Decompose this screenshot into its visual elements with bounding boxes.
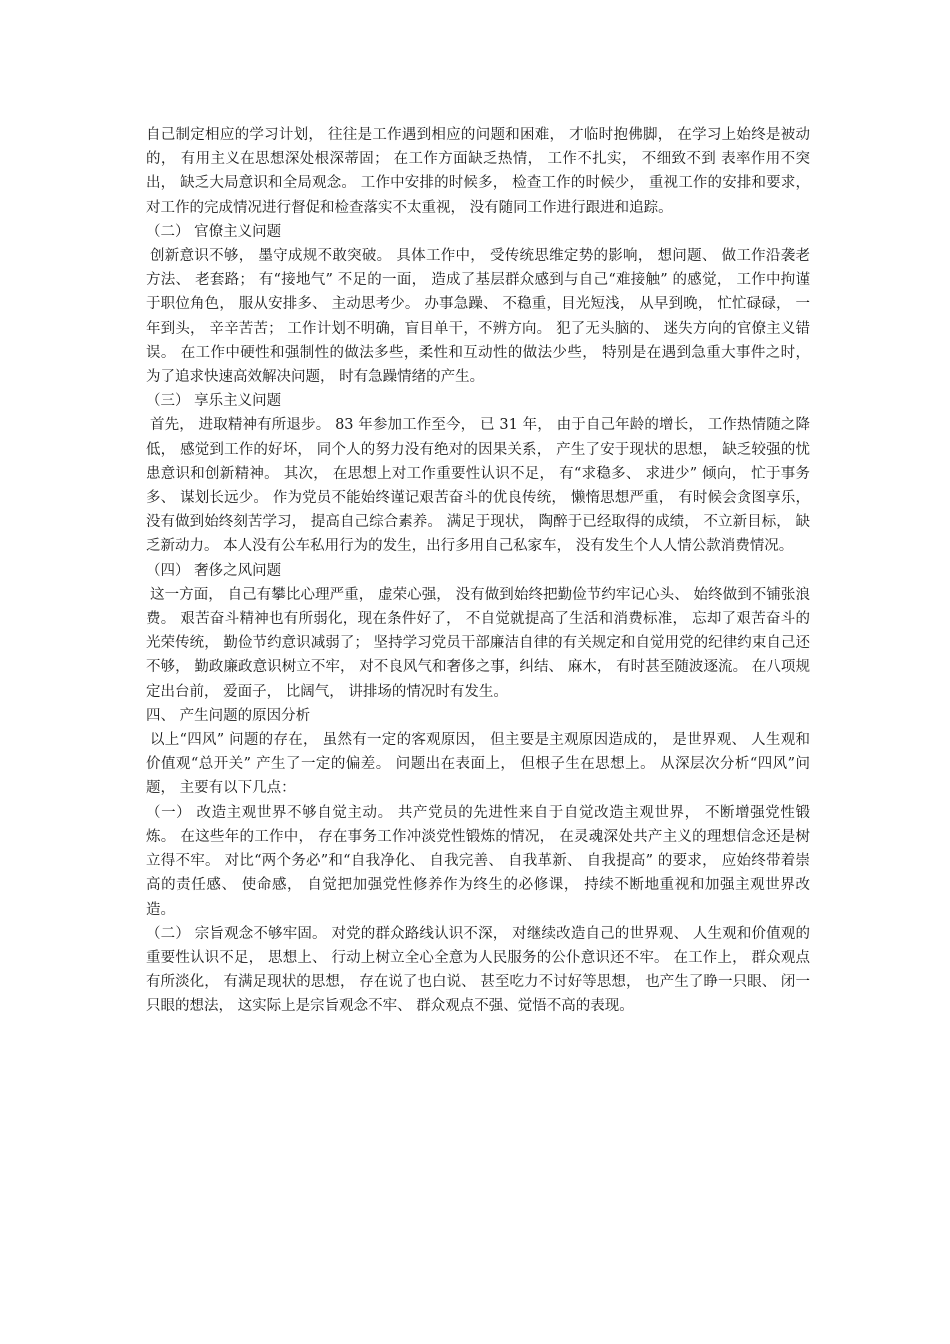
heading-extravagance: （四） 奢侈之风问题 [146,562,282,579]
heading-bureaucracy: （二） 官僚主义问题 [146,223,282,240]
paragraph-cause-intro: 以上“四风” 问题的存在， 虽然有一定的客观原因， 但主要是主观原因造成的， 是世界观、 人生观和价值观“总开关” 产生了一定的偏差。 问题出在表面上， 但根子生在思想上。 从深层次分析“四风”问题， 主要有以下几点： [146,732,810,797]
paragraph-hedonism: 首先， 进取精神有所退步。 83 年参加工作至今， 已 31 年， 由于自己年龄的增长， 工作热情随之降低， 感觉到工作的好坏， 同个人的努力没有绝对的因果关系， 产生了安于现状的思想， 缺乏较强的忧患意识和创新精神。 其次， 在思想上对工作重要性认识不足， 有“求稳多、 求进少” 倾向， 忙于事务多、 谋划长远少。 作为党员不能始终谨记艰苦奋斗的优良传统， 懒惰思想严重， 有时候会贪图享乐， 没有做到始终刻苦学习， 提高自己综合素养。 满足于现状， 陶醉于已经取得的成绩， 不立新目标， 缺乏新动力。 本人没有公车私用行为的发生，出行多用自己私家车， 没有发生个人人情公款消费情况。 [146,417,810,555]
heading-hedonism: （三） 享乐主义问题 [146,393,282,410]
paragraph-cause-two: （二） 宗旨观念不够牢固。 对党的群众路线认识不深， 对继续改造自己的世界观、 人生观和价值观的重要性认识不足， 思想上、 行动上树立全心全意为人民服务的公仆意识还不牢。 在工作上， 群众观点有所淡化， 有满足现状的思想， 存在说了也白说、 甚至吃力不讨好等思想， 也产生了睁一只眼、 闭一只眼的想法， 这实际上是宗旨观念不牢、 群众观点不强、觉悟不高的表现。 [146,925,810,1015]
paragraph-bureaucracy: 创新意识不够， 墨守成规不敢突破。 具体工作中， 受传统思维定势的影响， 想问题、 做工作沿袭老方法、 老套路； 有“接地气” 不足的一面， 造成了基层群众感到与自己“难接触” 的感觉， 工作中拘谨于职位角色， 服从安排多、 主动思考少。 办事急躁、 不稳重，目光短浅， 从早到晚， 忙忙碌碌， 一年到头， 辛辛苦苦； 工作计划不明确，盲目单干，不辨方向。 犯了无头脑的、 迷失方向的官僚主义错误。 在工作中硬性和强制性的做法多些，柔性和互动性的做法少些， 特别是在遇到急重大事件之时， 为了追求快速高效解决问题， 时有急躁情绪的产生。 [146,248,810,386]
document-page [146,123,810,1019]
paragraph-cause-one: （一） 改造主观世界不够自觉主动。 共产党员的先进性来自于自觉改造主观世界， 不断增强党性锻炼。 在这些年的工作中， 存在事务工作冲淡党性锻炼的情况， 在灵魂深处共产主义的理想信念还是树立得不牢。 对比“两个务必”和“自我净化、 自我完善、 自我革新、 自我提高” 的要求， 应始终带着崇高的责任感、 使命感， 自觉把加强党性修养作为终生的必修课， 持续不断地重视和加强主观世界改造。 [146,804,810,918]
paragraph-study-plan: 自己制定相应的学习计划， 往往是工作遇到相应的问题和困难， 才临时抱佛脚， 在学习上始终是被动的， 有用主义在思想深处根深蒂固； 在工作方面缺乏热情， 工作不扎实， 不细致不到 表率作用不突出， 缺乏大局意识和全局观念。 工作中安排的时候多， 检查工作的时候少， 重视工作的安排和要求， 对工作的完成情况进行督促和检查落实不太重视， 没有随同工作进行跟进和追踪。 [146,127,810,216]
paragraph-extravagance: 这一方面， 自己有攀比心理严重， 虚荣心强， 没有做到始终把勤俭节约牢记心头、 始终做到不铺张浪费。 艰苦奋斗精神也有所弱化，现在条件好了， 不自觉就提高了生活和消费标准， 忘却了艰苦奋斗的光荣传统， 勤俭节约意识减弱了； 坚持学习党员干部廉洁自律的有关规定和自觉用党的纪律约束自己还不够， 勤政廉政意识树立不牢， 对不良风气和奢侈之事，纠结、 麻木， 有时甚至随波逐流。 在八项规定出台前， 爱面子， 比阔气， 讲排场的情况时有发生。 [146,586,810,700]
heading-cause-analysis: 四、 产生问题的原因分析 [146,707,311,724]
